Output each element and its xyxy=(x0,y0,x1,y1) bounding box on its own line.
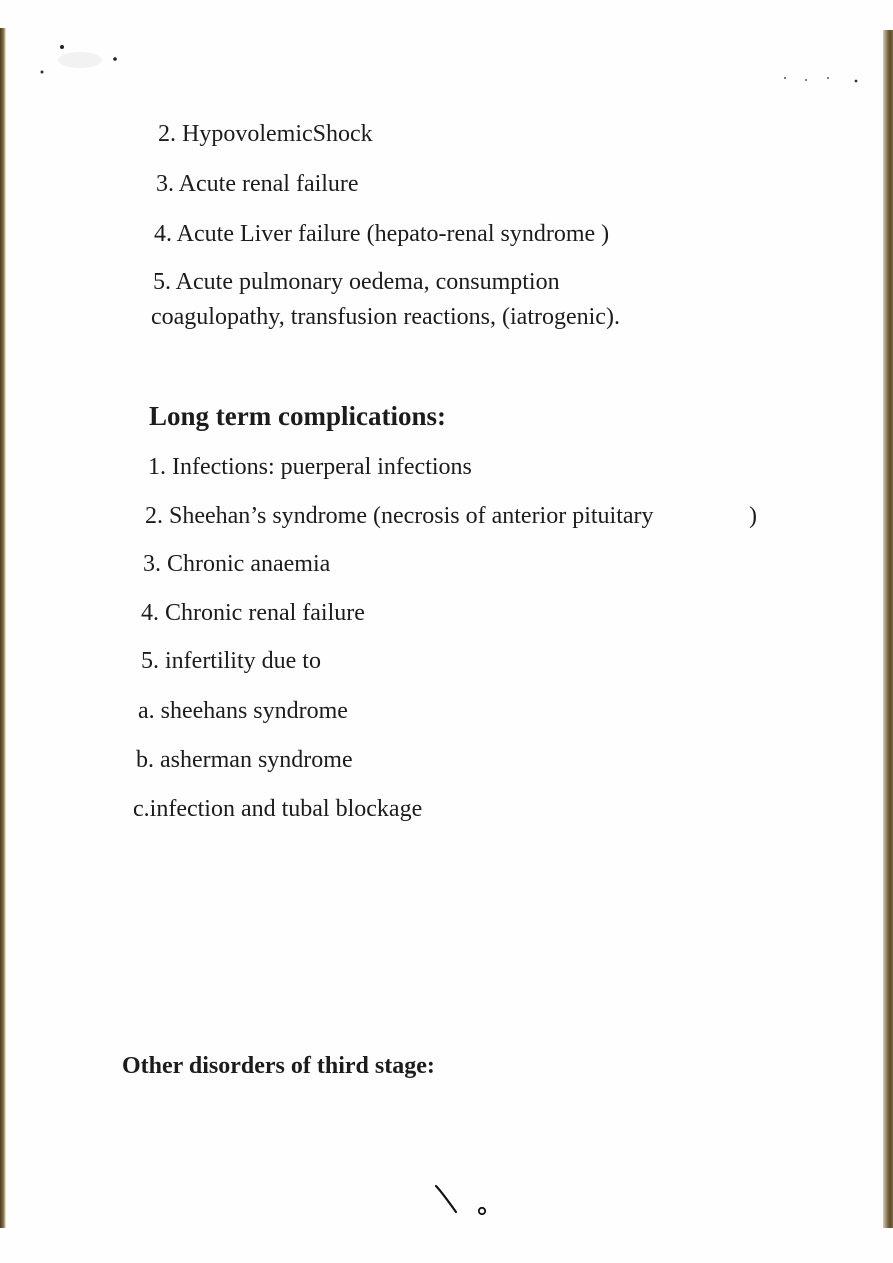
long-term-subitem-c: c.infection and tubal blockage xyxy=(133,796,423,822)
long-term-item-5: 5. infertility due to xyxy=(141,648,321,674)
acute-item-3: 3. Acute renal failure xyxy=(156,171,359,197)
long-term-item-2: 2. Sheehan’s syndrome (necrosis of anterior pituitary xyxy=(145,503,654,529)
long-term-item-2-closing-paren: ) xyxy=(749,503,757,529)
long-term-item-4: 4. Chronic renal failure xyxy=(141,600,365,626)
long-term-subitem-a: a. sheehans syndrome xyxy=(138,698,348,724)
handwritten-page-number xyxy=(430,1180,490,1220)
scan-edge-right xyxy=(883,30,893,1228)
acute-item-5-continued: coagulopathy, transfusion reactions, (iatrogenic). xyxy=(151,304,620,330)
acute-item-4: 4. Acute Liver failure (hepato-renal syndrome ) xyxy=(154,221,610,247)
long-term-item-1: 1. Infections: puerperal infections xyxy=(148,454,472,480)
acute-item-5: 5. Acute pulmonary oedema, consumption xyxy=(153,269,560,295)
other-disorders-heading: Other disorders of third stage: xyxy=(122,1053,435,1079)
scan-edge-left xyxy=(0,28,6,1228)
acute-item-2: 2. HypovolemicShock xyxy=(158,121,373,147)
long-term-heading: Long term complications: xyxy=(149,401,446,431)
long-term-item-3: 3. Chronic anaemia xyxy=(143,551,331,577)
long-term-subitem-b: b. asherman syndrome xyxy=(136,747,353,773)
scan-specks xyxy=(0,0,893,120)
